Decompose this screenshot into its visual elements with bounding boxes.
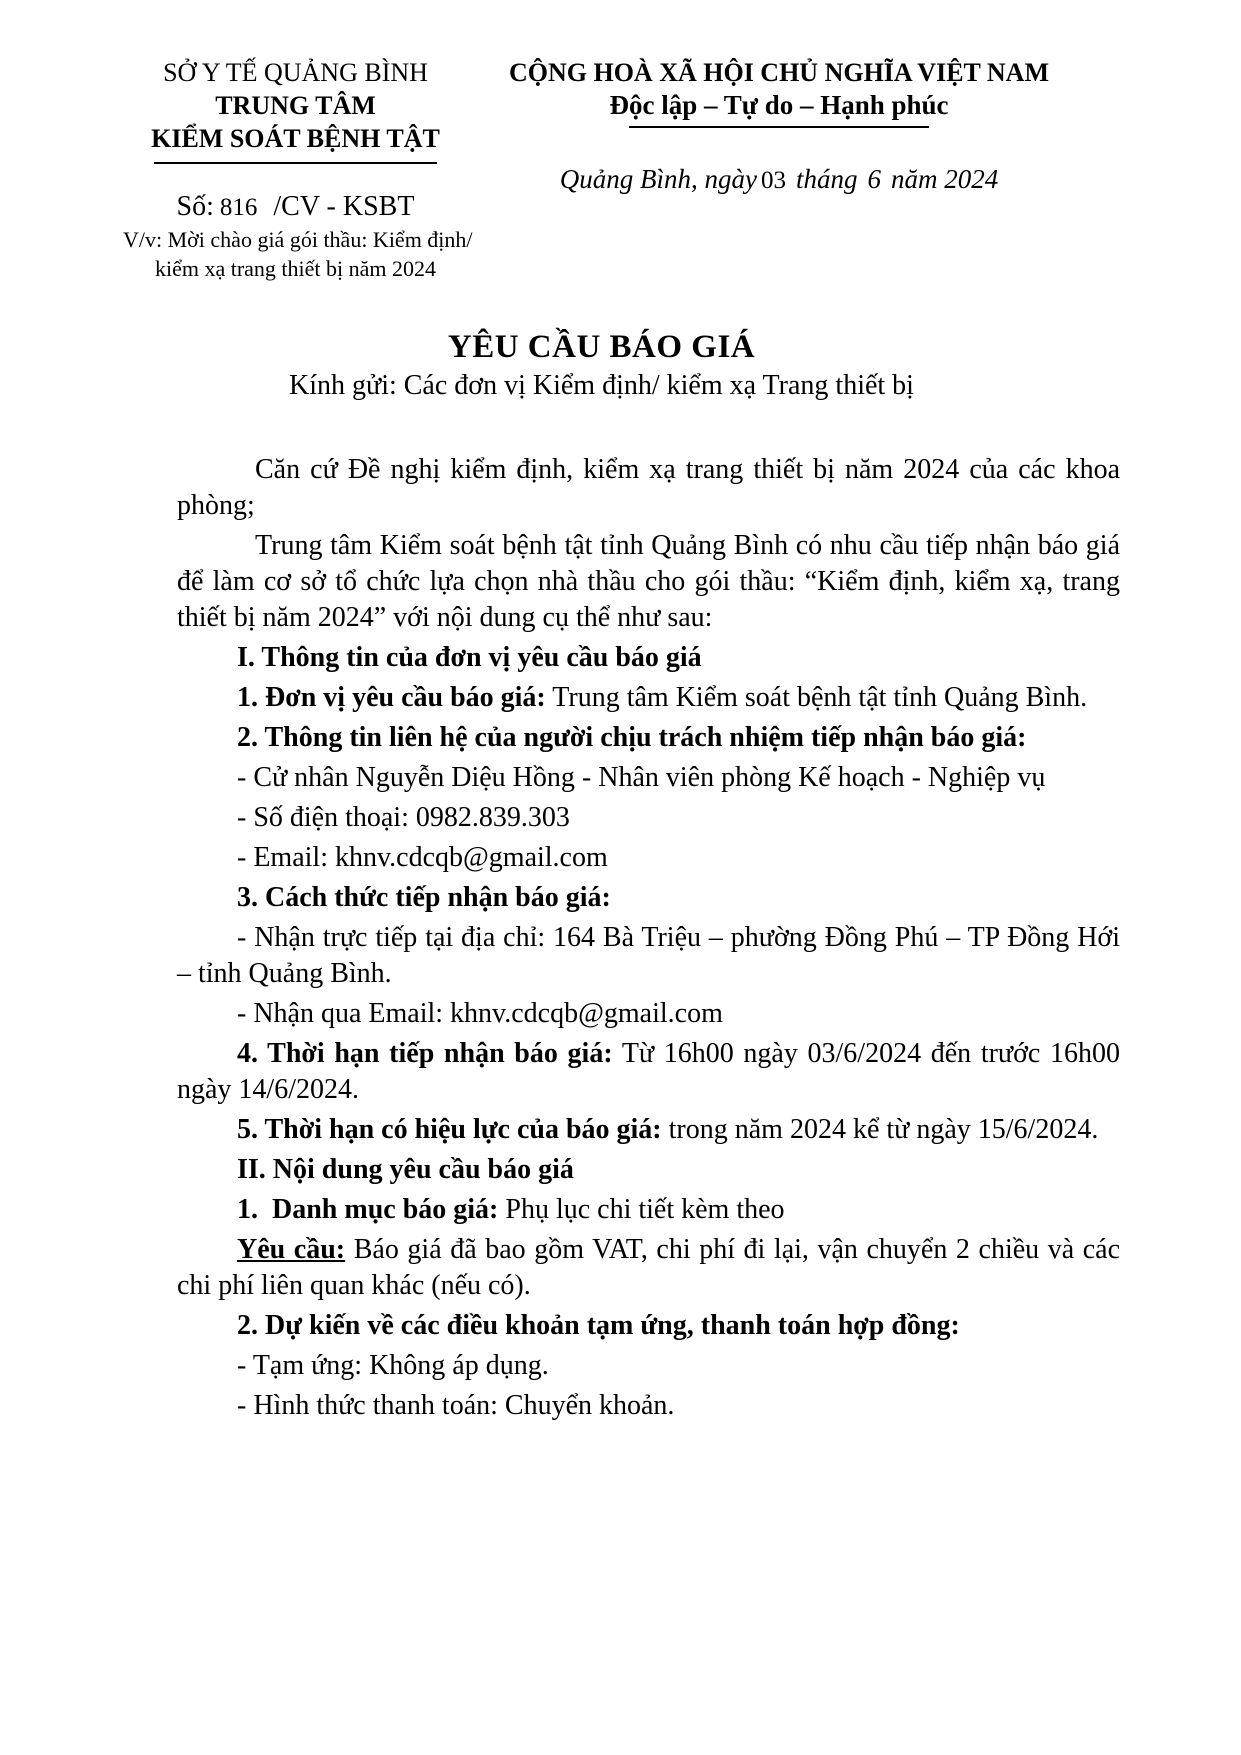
date-place-prefix: Quảng Bình, ngày	[559, 164, 757, 194]
document-number-suffix: /CV - KSBT	[273, 191, 415, 222]
danh-muc-text: Phụ lục chi tiết kèm theo	[505, 1194, 785, 1225]
danh-muc-label: 1. Danh mục báo giá:	[237, 1194, 499, 1225]
org-name-line-1: TRUNG TÂM	[215, 91, 376, 120]
date-day: 03	[760, 167, 786, 194]
national-header-block	[499, 56, 1059, 283]
hieu-luc-label: 5. Thời hạn có hiệu lực của báo giá:	[237, 1114, 662, 1145]
document-number-value: 816	[219, 194, 258, 221]
recipient-line: Kính gửi: Các đơn vị Kiểm định/ kiểm xạ Trang thiết bị	[289, 370, 914, 401]
org-name-line-2: KIỂM SOÁT BỆNH TẬT	[151, 124, 440, 153]
hieu-luc-text: trong năm 2024 kể từ ngày 15/6/2024.	[668, 1114, 1099, 1145]
heading-dieu-khoan: 2. Dự kiến về các điều khoản tạm ứng, thanh toán hợp đồng:	[237, 1310, 960, 1341]
document-title: YÊU CẦU BÁO GIÁ	[447, 329, 756, 365]
date-month-value: 6	[867, 164, 881, 194]
receive-email-line: - Nhận qua Email: khnv.cdcqb@gmail.com	[237, 998, 723, 1029]
place-date-line	[499, 164, 1059, 195]
org-underline	[154, 162, 437, 164]
thanh-toan-line: - Hình thức thanh toán: Chuyển khoản.	[237, 1390, 675, 1421]
heading-cach-thuc: 3. Cách thức tiếp nhận báo giá:	[237, 882, 611, 913]
title-block	[130, 329, 1073, 402]
document-number-label: Số:	[176, 191, 214, 222]
section-heading-II: II. Nội dung yêu cầu báo giá	[237, 1154, 574, 1185]
thoi-han-tiep-nhan-label: 4. Thời hạn tiếp nhận báo giá:	[237, 1038, 613, 1069]
subject-line-1: V/v: Mời chào giá gói thầu: Kiểm định/	[123, 227, 473, 252]
tam-ung-line: - Tạm ứng: Không áp dụng.	[237, 1350, 549, 1381]
country-motto-line-2: Độc lập – Tự do – Hạnh phúc	[609, 90, 949, 120]
paragraph-hieu-luc	[177, 1112, 1120, 1148]
date-year: năm 2024	[891, 164, 999, 194]
paragraph-don-vi-text: Trung tâm Kiểm soát bệnh tật tỉnh Quảng Bình.	[552, 682, 1088, 713]
section-heading-I: I. Thông tin của đơn vị yêu cầu báo giá	[237, 642, 702, 673]
document-number-line	[123, 190, 468, 225]
yeu-cau-label: Yêu cầu:	[237, 1234, 346, 1265]
paragraph-don-vi	[177, 680, 1120, 716]
yeu-cau-text: Báo giá đã bao gồm VAT, chi phí đi lại, vận chuyển 2 chiều và các chi phí liên quan khác (nếu có).	[177, 1234, 1121, 1301]
paragraph-don-vi-label: 1. Đơn vị yêu cầu báo giá:	[237, 682, 546, 713]
subject-line-2: kiểm xạ trang thiết bị năm 2024	[154, 256, 437, 281]
issuing-org-block	[123, 56, 473, 283]
paragraph-gioi-thieu: Trung tâm Kiểm soát bệnh tật tỉnh Quảng Bình có nhu cầu tiếp nhận báo giá để làm cơ sở tổ chức lựa chọn nhà thầu cho gói thầu: “Kiểm định, kiểm xạ, trang thiết bị năm 2024” với nội dung cụ thể như sau:	[177, 530, 1120, 633]
contact-phone-line: - Số điện thoại: 0982.839.303	[237, 802, 570, 833]
date-month-label: tháng	[795, 164, 858, 194]
document-header	[0, 0, 1241, 283]
paragraph-danh-muc	[177, 1192, 1120, 1228]
thoi-han-tiep-nhan-text: Từ 16h00 ngày 03/6/2024 đến trước 16h00 ngày 14/6/2024.	[177, 1038, 1120, 1105]
paragraph-thoi-han-tiep-nhan	[177, 1036, 1120, 1108]
heading-thong-tin-lien-he: 2. Thông tin liên hệ của người chịu trách nhiệm tiếp nhận báo giá:	[237, 722, 1027, 753]
contact-email-line: - Email: khnv.cdcqb@gmail.com	[237, 842, 608, 873]
country-motto-line-1: CỘNG HOÀ XÃ HỘI CHỦ NGHĨA VIỆT NAM	[508, 58, 1050, 87]
document-body	[177, 452, 1120, 1424]
paragraph-can-cu: Căn cứ Đề nghị kiểm định, kiểm xạ trang thiết bị năm 2024 của các khoa phòng;	[177, 454, 1120, 521]
receive-address-line: - Nhận trực tiếp tại địa chỉ: 164 Bà Triệu – phường Đồng Phú – TP Đồng Hới – tỉnh Quảng Bình.	[177, 922, 1120, 989]
contact-person-line: - Cử nhân Nguyễn Diệu Hồng - Nhân viên phòng Kế hoạch - Nghiệp vụ	[237, 762, 1046, 793]
paragraph-yeu-cau	[177, 1232, 1120, 1304]
parent-org-name: SỞ Y TẾ QUẢNG BÌNH	[163, 58, 428, 87]
motto-underline	[629, 126, 929, 128]
